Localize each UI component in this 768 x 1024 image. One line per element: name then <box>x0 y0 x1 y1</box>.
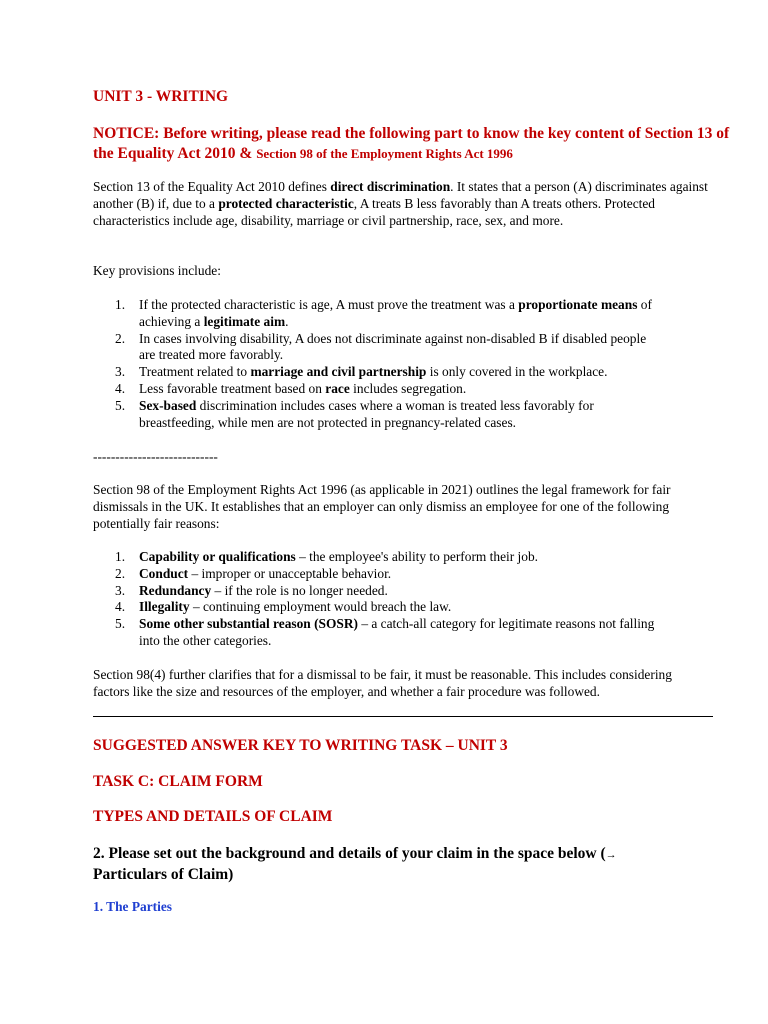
text-run: discrimination includes cases where a woman is treated less favorably for breastfeeding, while men are not protected in pregnancy-related cases. <box>139 397 594 430</box>
text-run: Less favorable treatment based on <box>139 380 326 396</box>
notice-heading <box>93 124 733 164</box>
list-item <box>93 398 663 432</box>
right-arrow-icon: → <box>605 849 617 861</box>
text-run: – continuing employment would breach the law. <box>189 599 452 615</box>
text-run: Particulars of Claim) <box>93 866 234 883</box>
list-item <box>93 549 663 566</box>
fair-reasons-list <box>93 549 663 650</box>
text-run: If the protected characteristic is age, A must prove the treatment was a <box>139 297 519 312</box>
term-direct-discrimination: direct discrimination <box>330 179 451 194</box>
list-item <box>93 381 663 398</box>
notice-main: NOTICE: Before writing, please read the following part to know the key content of Section 13 of the Equality Act 2010 & <box>93 125 730 162</box>
section98-paragraph: Section 98 of the Employment Rights Act 1996 (as applicable in 2021) outlines the legal framework for fair dismissals in the UK. It establishes that an employer can only dismiss an employee for one of the following potentially fair reasons: <box>93 482 671 531</box>
list-number: 5. <box>115 616 126 632</box>
types-heading: TYPES AND DETAILS OF CLAIM <box>93 808 333 825</box>
list-number: 5. <box>115 397 126 413</box>
text-run: – improper or unacceptable behavior. <box>188 565 392 581</box>
text-run: includes segregation. <box>349 380 467 396</box>
text-run: Treatment related to <box>139 364 251 380</box>
bold-term: Sex-based <box>139 397 197 413</box>
unit-title: UNIT 3 - WRITING <box>93 88 229 105</box>
key-provisions-label: Key provisions include: <box>93 263 221 278</box>
section13-paragraph <box>93 179 708 229</box>
text-run: , A treats B less favorably than A treats others. Protected characteristics include age, disability, marriage or civil partnership, race, sex, and more. <box>93 195 656 228</box>
bold-term: proportionate means <box>518 297 638 312</box>
parties-heading: 1. The Parties <box>93 899 172 914</box>
list-number: 3. <box>115 364 126 380</box>
text-run: is only covered in the workplace. <box>426 364 608 380</box>
bold-term: Redundancy <box>139 582 212 598</box>
list-item <box>93 566 663 583</box>
task-heading: TASK C: CLAIM FORM <box>93 773 263 790</box>
separator: ---------------------------- <box>93 449 218 464</box>
bold-term: Illegality <box>139 599 190 615</box>
list-number: 2. <box>115 330 126 346</box>
list-number: 2. <box>115 565 126 581</box>
list-item <box>93 331 663 365</box>
bold-term: Conduct <box>139 565 189 581</box>
list-item <box>93 364 663 381</box>
text-run: . <box>285 313 289 329</box>
answer-key-heading: SUGGESTED ANSWER KEY TO WRITING TASK – UNIT 3 <box>93 737 508 754</box>
list-number: 4. <box>115 380 126 396</box>
text-run: – if the role is no longer needed. <box>211 582 388 598</box>
bold-term: Some other substantial reason (SOSR) <box>139 616 358 632</box>
claim-question <box>93 844 713 884</box>
text-run: – a catch-all category for legitimate reasons not falling into the other categories. <box>139 616 655 648</box>
bold-term: Capability or qualifications <box>139 549 296 564</box>
term-protected-characteristic: protected characteristic <box>218 195 354 211</box>
text-run: – the employee's ability to perform their job. <box>295 549 539 564</box>
text-run: In cases involving disability, A does not discriminate against non-disabled B if disabled people are treated more favorably. <box>139 330 647 363</box>
bold-term: marriage and civil partnership <box>250 364 427 380</box>
list-item <box>93 599 663 616</box>
text-run: . It states that a person (A) discriminates against another (B) if, due to a <box>93 179 708 211</box>
list-item <box>93 616 663 650</box>
bold-term: race <box>325 380 350 396</box>
provisions-list <box>93 297 663 431</box>
list-item <box>93 297 663 331</box>
list-number: 1. <box>115 549 126 564</box>
notice-small: Section 98 of the Employment Rights Act 1996 <box>256 146 513 161</box>
list-number: 4. <box>115 599 126 615</box>
section98-4-paragraph: Section 98(4) further clarifies that for a dismissal to be fair, it must be reasonable. This includes considering factors like the size and resources of the employer, and whether a fair procedure was followed. <box>93 667 672 699</box>
list-item <box>93 583 663 600</box>
bold-term: legitimate aim <box>203 313 286 329</box>
horizontal-rule <box>93 716 713 717</box>
list-number: 3. <box>115 582 126 598</box>
text-run: 2. Please set out the background and details of your claim in the space below ( <box>93 845 606 862</box>
text-run: of achieving a <box>139 297 652 329</box>
text-run: Section 13 of the Equality Act 2010 defines <box>93 179 331 194</box>
list-number: 1. <box>115 297 126 312</box>
